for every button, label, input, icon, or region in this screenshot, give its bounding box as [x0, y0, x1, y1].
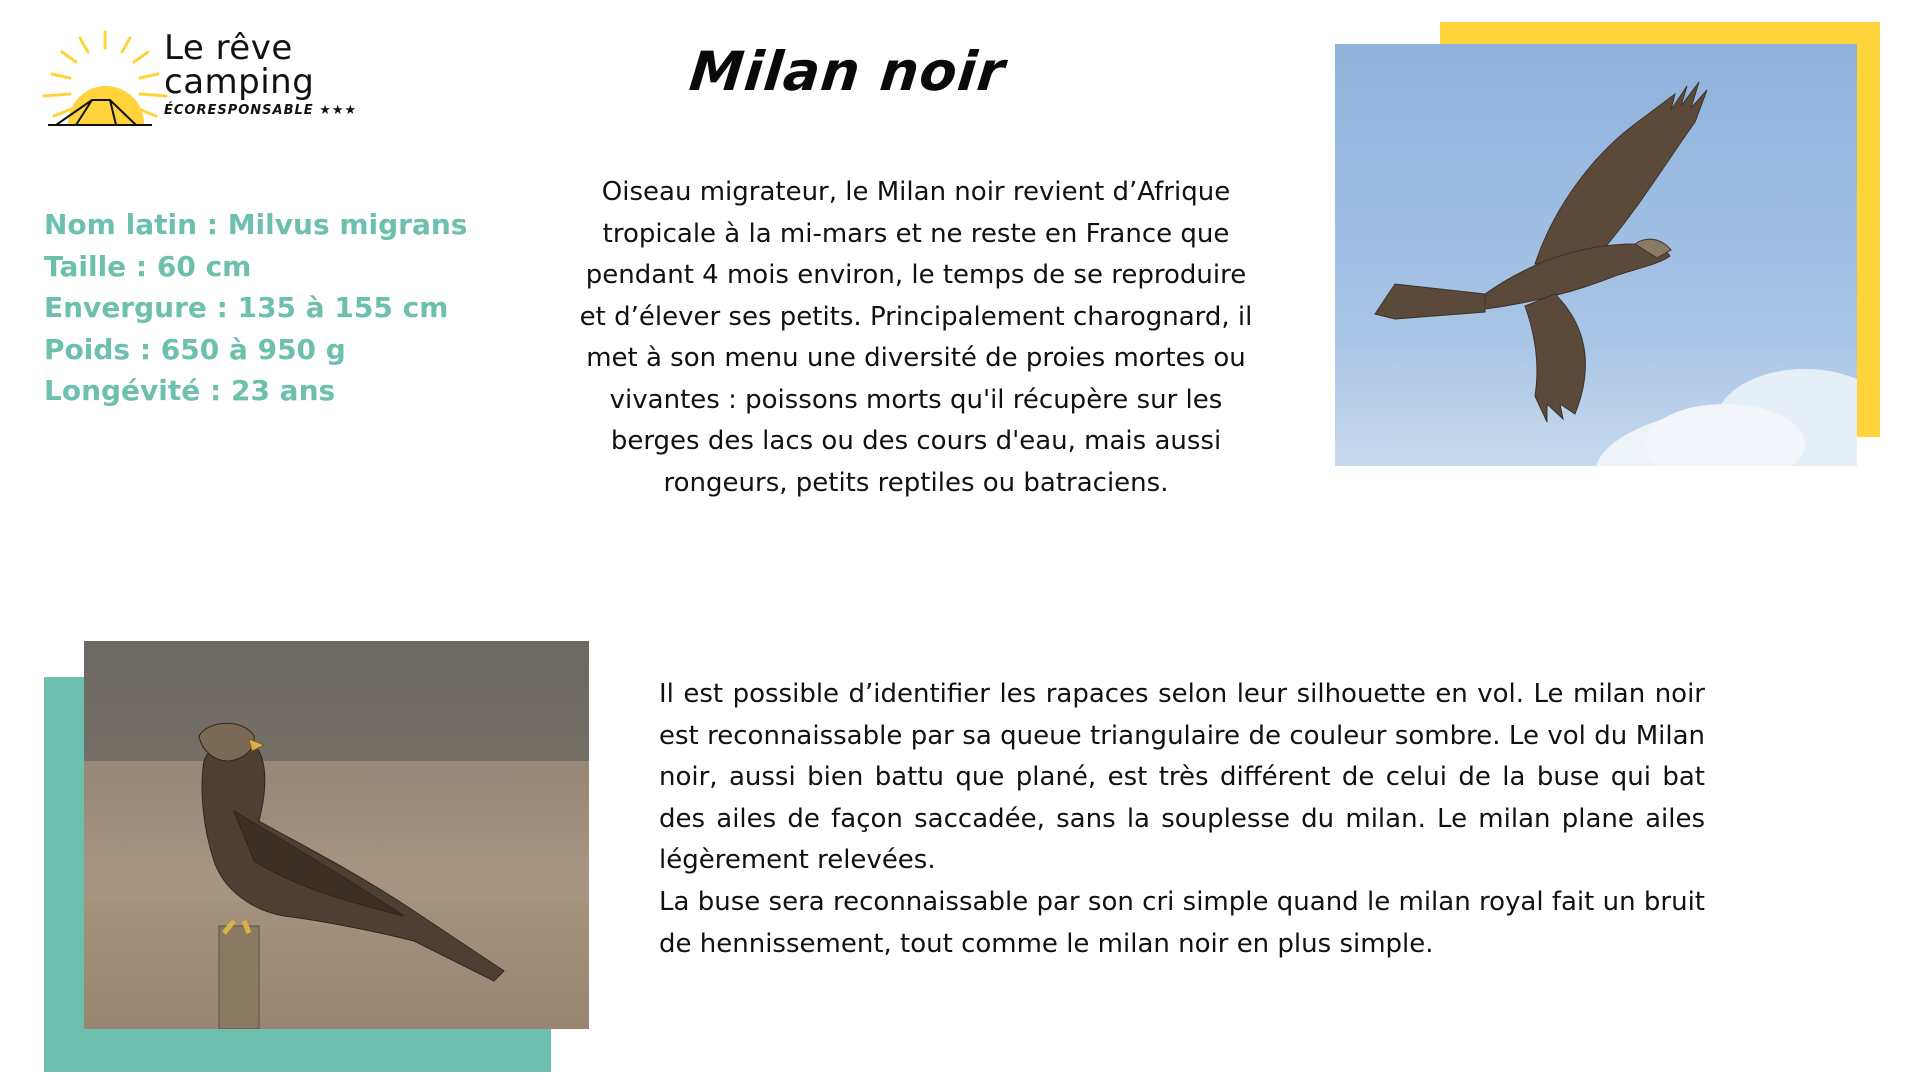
logo-text: [164, 28, 358, 118]
kite-flying-illustration: [1335, 44, 1857, 466]
fact-longevity: Longévité : 23 ans: [44, 374, 336, 407]
photo-kite-flying: [1335, 44, 1857, 466]
sun-tent-icon: [40, 28, 170, 128]
fact-weight: Poids : 650 à 950 g: [44, 332, 346, 366]
fact-size: Taille : 60 cm: [44, 249, 252, 283]
logo-line-1: Le rêve: [164, 28, 293, 68]
kite-perched-illustration: [84, 641, 589, 1029]
identification-paragraph-2: La buse sera reconnaissable par son cri simple quand le milan royal fait un bruit de hennissement, tout comme le milan noir en plus simple.: [659, 886, 1705, 959]
logo-tagline: ÉCORESPONSABLE ★★★: [164, 103, 358, 118]
page-title: Milan noir: [686, 40, 1009, 103]
logo: [40, 28, 360, 138]
photo-kite-perched: [84, 641, 589, 1029]
fact-wingspan: Envergure : 135 à 155 cm: [44, 291, 449, 324]
identification-text: [659, 674, 1705, 965]
identification-paragraph-1: Il est possible d’identifier les rapaces selon leur silhouette en vol. Le milan noir est reconnaissable par sa queue triangulaire de couleur sombre. Le vol du Milan noir, aussi bien battu que plané, est très différent de celui de la buse qui bat des ailes de façon saccadée, sans la souplesse du milan. Le milan plane ailes légèrement relevées.: [659, 679, 1705, 876]
fact-latin-name: Nom latin : Milvus migrans: [44, 208, 468, 241]
logo-line-2: camping: [164, 62, 315, 102]
facts-list: [44, 204, 467, 412]
intro-paragraph: Oiseau migrateur, le Milan noir revient d’Afrique tropicale à la mi-mars et ne reste en France que pendant 4 mois environ, le temps de se reproduire et d’élever ses petits. Principalement charognard, il met à son menu une diversité de proies mortes ou vivantes : poissons morts qu'il récupère sur les berges des lacs ou des cours d'eau, mais aussi rongeurs, petits reptiles ou batraciens.: [579, 177, 1253, 498]
